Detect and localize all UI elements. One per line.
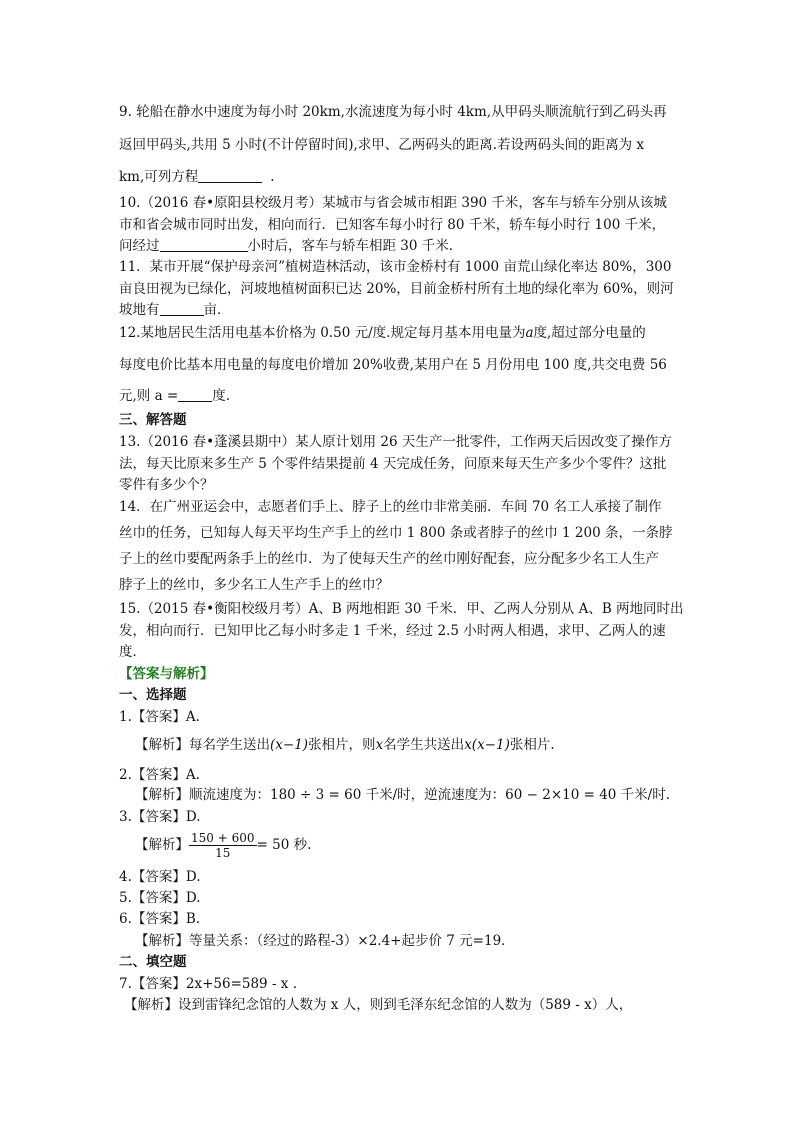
q11-text-b: 亩． [203, 302, 231, 318]
answer-2: 2.【答案】A. [119, 767, 200, 783]
q12-variable: a [525, 325, 534, 341]
q15-line-2: 发，相向而行．已知甲比乙每小时多走 1 千米，经过 2.5 小时两人相遇，求甲、乙两人的速 [119, 623, 666, 639]
q10-line-3 [119, 237, 462, 255]
answer-3-explanation [135, 830, 311, 860]
answer-3: 3.【答案】D. [119, 809, 201, 825]
q11-line-1: 11．某市开展“保护母亲河”植树造林活动，该市金桥村有 1000 亩荒山绿化率达 80%，300 [119, 259, 672, 275]
q14-line-3: 子上的丝巾要配两条手上的丝巾．为了使每天生产的丝巾刚好配套，应分配多少名工人生产 [119, 551, 659, 567]
a1-exp-expr: (x−1) [270, 737, 309, 753]
q11-line-3 [119, 301, 231, 319]
q14-line-1: 14．在广州亚运会中，志愿者们手上、脖子上的丝巾非常美丽．车间 70 名工人承接了制作 [119, 499, 662, 515]
q11-answer-blank [160, 301, 204, 316]
q9-answer-blank [198, 168, 262, 183]
q15-line-3: 度． [119, 644, 146, 660]
section-heading-3: 三、解答题 [119, 412, 187, 428]
q13-line-1: 13.（2016 春•蓬溪县期中）某人原计划用 26 天生产一批零件，工作两天后因改变了操作方 [119, 434, 672, 450]
answer-5: 5.【答案】D. [119, 890, 201, 906]
q10-text-b: 小时后，客车与轿车相距 30 千米． [247, 238, 463, 254]
q10-answer-blank [160, 237, 248, 252]
q9-line-2: 返回甲码头,共用 5 小时(不计停留时间),求甲、乙两码头的距离.若设两码头间的距离为 x [119, 137, 644, 153]
a3-exp-label: 【解析】 [135, 837, 189, 853]
q9-end: . [270, 169, 275, 185]
a1-exp-part: 张相片，则 [308, 737, 376, 753]
answer-6: 6.【答案】B. [119, 911, 201, 927]
q12-line-1 [119, 324, 646, 342]
q10-line-1: 10.（2016 春•原阳县校级月考）某城市与省会城市相距 390 千米，客车与轿车分别从该城 [119, 195, 667, 211]
a1-exp-part: 张相片. [509, 737, 555, 753]
q12-text-b: 度. [212, 388, 231, 404]
q10-text-a: 问经过 [119, 238, 160, 254]
fraction-numerator: 150 + 600 [191, 831, 255, 845]
answer-1-explanation [135, 736, 555, 754]
a1-exp-part: 名学生共送出 [383, 737, 465, 753]
q12-text-a: 12.某地居民生活用电基本价格为 0.50 元/度.规定每月基本用电量为 [119, 325, 526, 341]
q9-line-1: 9. 轮船在静水中速度为每小时 20km,水流速度为每小时 4km,从甲码头顺流航行到乙码头再 [119, 104, 667, 120]
a3-fraction [189, 831, 257, 860]
section-heading-1: 一、选择题 [119, 687, 187, 703]
answer-2-explanation: 【解析】顺流速度为：180 ÷ 3 = 60 千米/时，逆流速度为：60 − 2×10 = 40 千米/时. [135, 787, 671, 803]
q14-line-4: 脖子上的丝巾，多少名工人生产手上的丝巾？ [119, 577, 389, 593]
section-heading-2: 二、填空题 [119, 954, 187, 970]
answer-4: 4.【答案】D. [119, 869, 201, 885]
q12-text-a: 元,则 a = [119, 388, 179, 404]
answer-1: 1.【答案】A. [119, 709, 200, 725]
q9-line-3 [119, 168, 275, 186]
q12-line-2: 每度电价比基本用电量的每度电价增加 20%收费,某用户在 5 月份用电 100 度,共交电费 56 [119, 357, 667, 373]
q10-line-2: 市和省会城市同时出发，相向而行．已知客车每小时行 80 千米，轿车每小时行 100 千米， [119, 217, 666, 233]
q12-text-b: 度,超过部分电量的 [533, 325, 646, 341]
answer-6-explanation: 【解析】等量关系：（经过的路程-3）×2.4+起步价 7 元=19． [135, 933, 515, 949]
q12-answer-blank [178, 387, 212, 402]
a1-exp-part: 【解析】每名学生送出 [135, 737, 270, 753]
q14-line-2: 丝巾的任务，已知每人每天平均生产手上的丝巾 1 800 条或者脖子的丝巾 1 200 条，一条脖 [119, 525, 673, 541]
answer-7-explanation: 【解析】设到雷锋纪念馆的人数为 x 人，则到毛泽东纪念馆的人数为（589 - x）人， [124, 997, 633, 1013]
q11-text-a: 坡地有 [119, 302, 160, 318]
q15-line-1: 15.（2015 春•衡阳校级月考）A、B 两地相距 30 千米．甲、乙两人分别从 A、B 两地同时出 [119, 601, 684, 617]
fraction-denominator: 15 [215, 846, 231, 860]
answers-heading: 【答案与解析】 [119, 666, 214, 682]
a3-exp-result: = 50 秒. [256, 837, 312, 853]
a1-exp-var: x [375, 737, 384, 753]
q9-text: km,可列方程 [119, 169, 199, 185]
q11-line-2: 亩良田视为已绿化，河坡地植树面积已达 20%，目前金桥村所有土地的绿化率为 60%，则河 [119, 281, 674, 297]
q13-line-3: 零件有多少个？ [119, 477, 214, 493]
answer-7: 7.【答案】2x+56=589 - x . [119, 976, 297, 992]
q13-line-2: 法，每天比原来多生产 5 个零件结果提前 4 天完成任务，问原来每天生产多少个零件？这批 [119, 456, 667, 472]
q12-line-3 [119, 387, 230, 405]
a1-exp-expr: x(x−1) [464, 737, 510, 753]
